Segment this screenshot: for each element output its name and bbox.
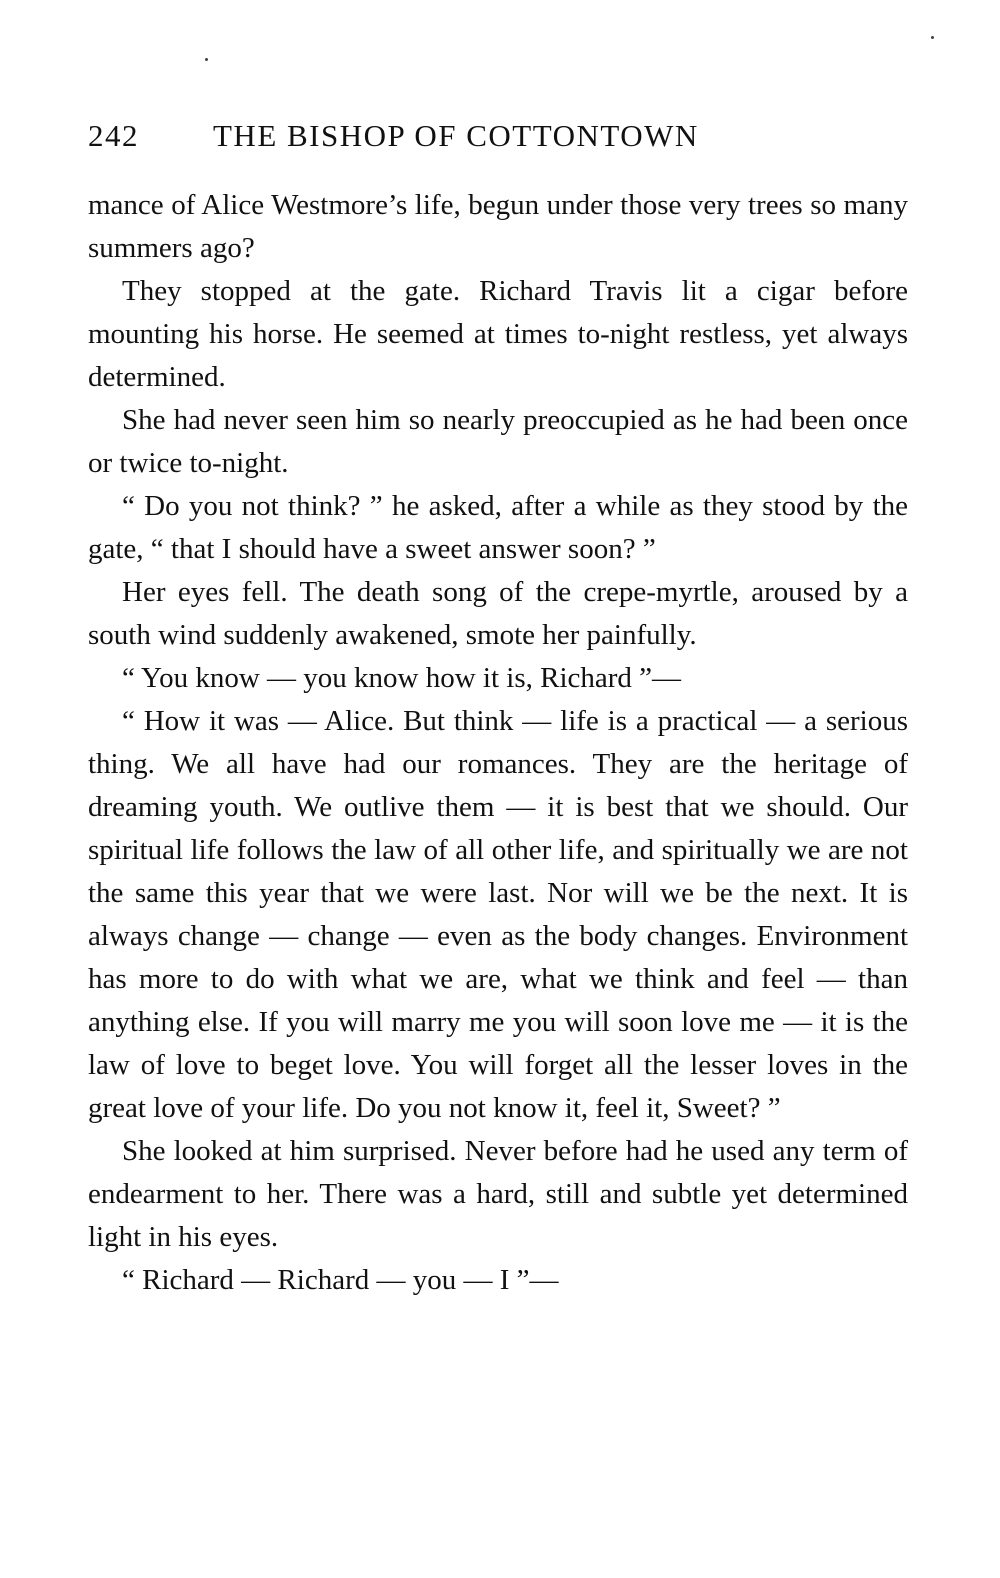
paragraph: “ How it was — Alice. But think — life is a practical — a serious thing. We all have had our romances. They are the heritage of dreaming youth. We outlive them — it is best that we should. Our spiritual life follows the law of all other life, and spiritually we are not the same this year that we were last. Nor will we be the next. It is always change — change — even as the body changes. Environment has more to do with what we are, what we think and feel — than anything else. If you will marry me you will soon love me — it is the law of love to beget love. You will forget all the lesser loves in the great love of your life. Do you not know it, feel it, Sweet? ” xyxy=(88,705,908,1124)
paragraph: Her eyes fell. The death song of the crepe-myrtle, aroused by a south wind suddenly awakened, smote her painfully. xyxy=(88,576,908,651)
paragraph: She had never seen him so nearly preoccupied as he had been once or twice to-night. xyxy=(88,404,908,479)
print-speck xyxy=(205,58,208,61)
paragraph: “ Richard — Richard — you — I ”— xyxy=(122,1264,559,1296)
book-title: THE BISHOP OF COTTONTOWN xyxy=(213,118,699,153)
paragraph-continuation: mance of Alice Westmore’s life, begun under those very trees so many summers ago? xyxy=(88,189,908,264)
body-text xyxy=(88,184,908,1302)
paragraph: She looked at him surprised. Never before had he used any term of endearment to her. There was a hard, still and subtle yet determined light in his eyes. xyxy=(88,1135,908,1253)
page-number: 242 xyxy=(88,118,139,153)
paragraph: “ You know — you know how it is, Richard ”— xyxy=(122,662,682,694)
running-head xyxy=(88,118,908,168)
paragraph: They stopped at the gate. Richard Travis lit a cigar before mounting his horse. He seemed at times to-night restless, yet always determined. xyxy=(88,275,908,393)
print-speck xyxy=(931,36,934,39)
book-page xyxy=(88,118,908,1302)
paragraph: “ Do you not think? ” he asked, after a while as they stood by the gate, “ that I should have a sweet answer soon? ” xyxy=(88,490,908,565)
